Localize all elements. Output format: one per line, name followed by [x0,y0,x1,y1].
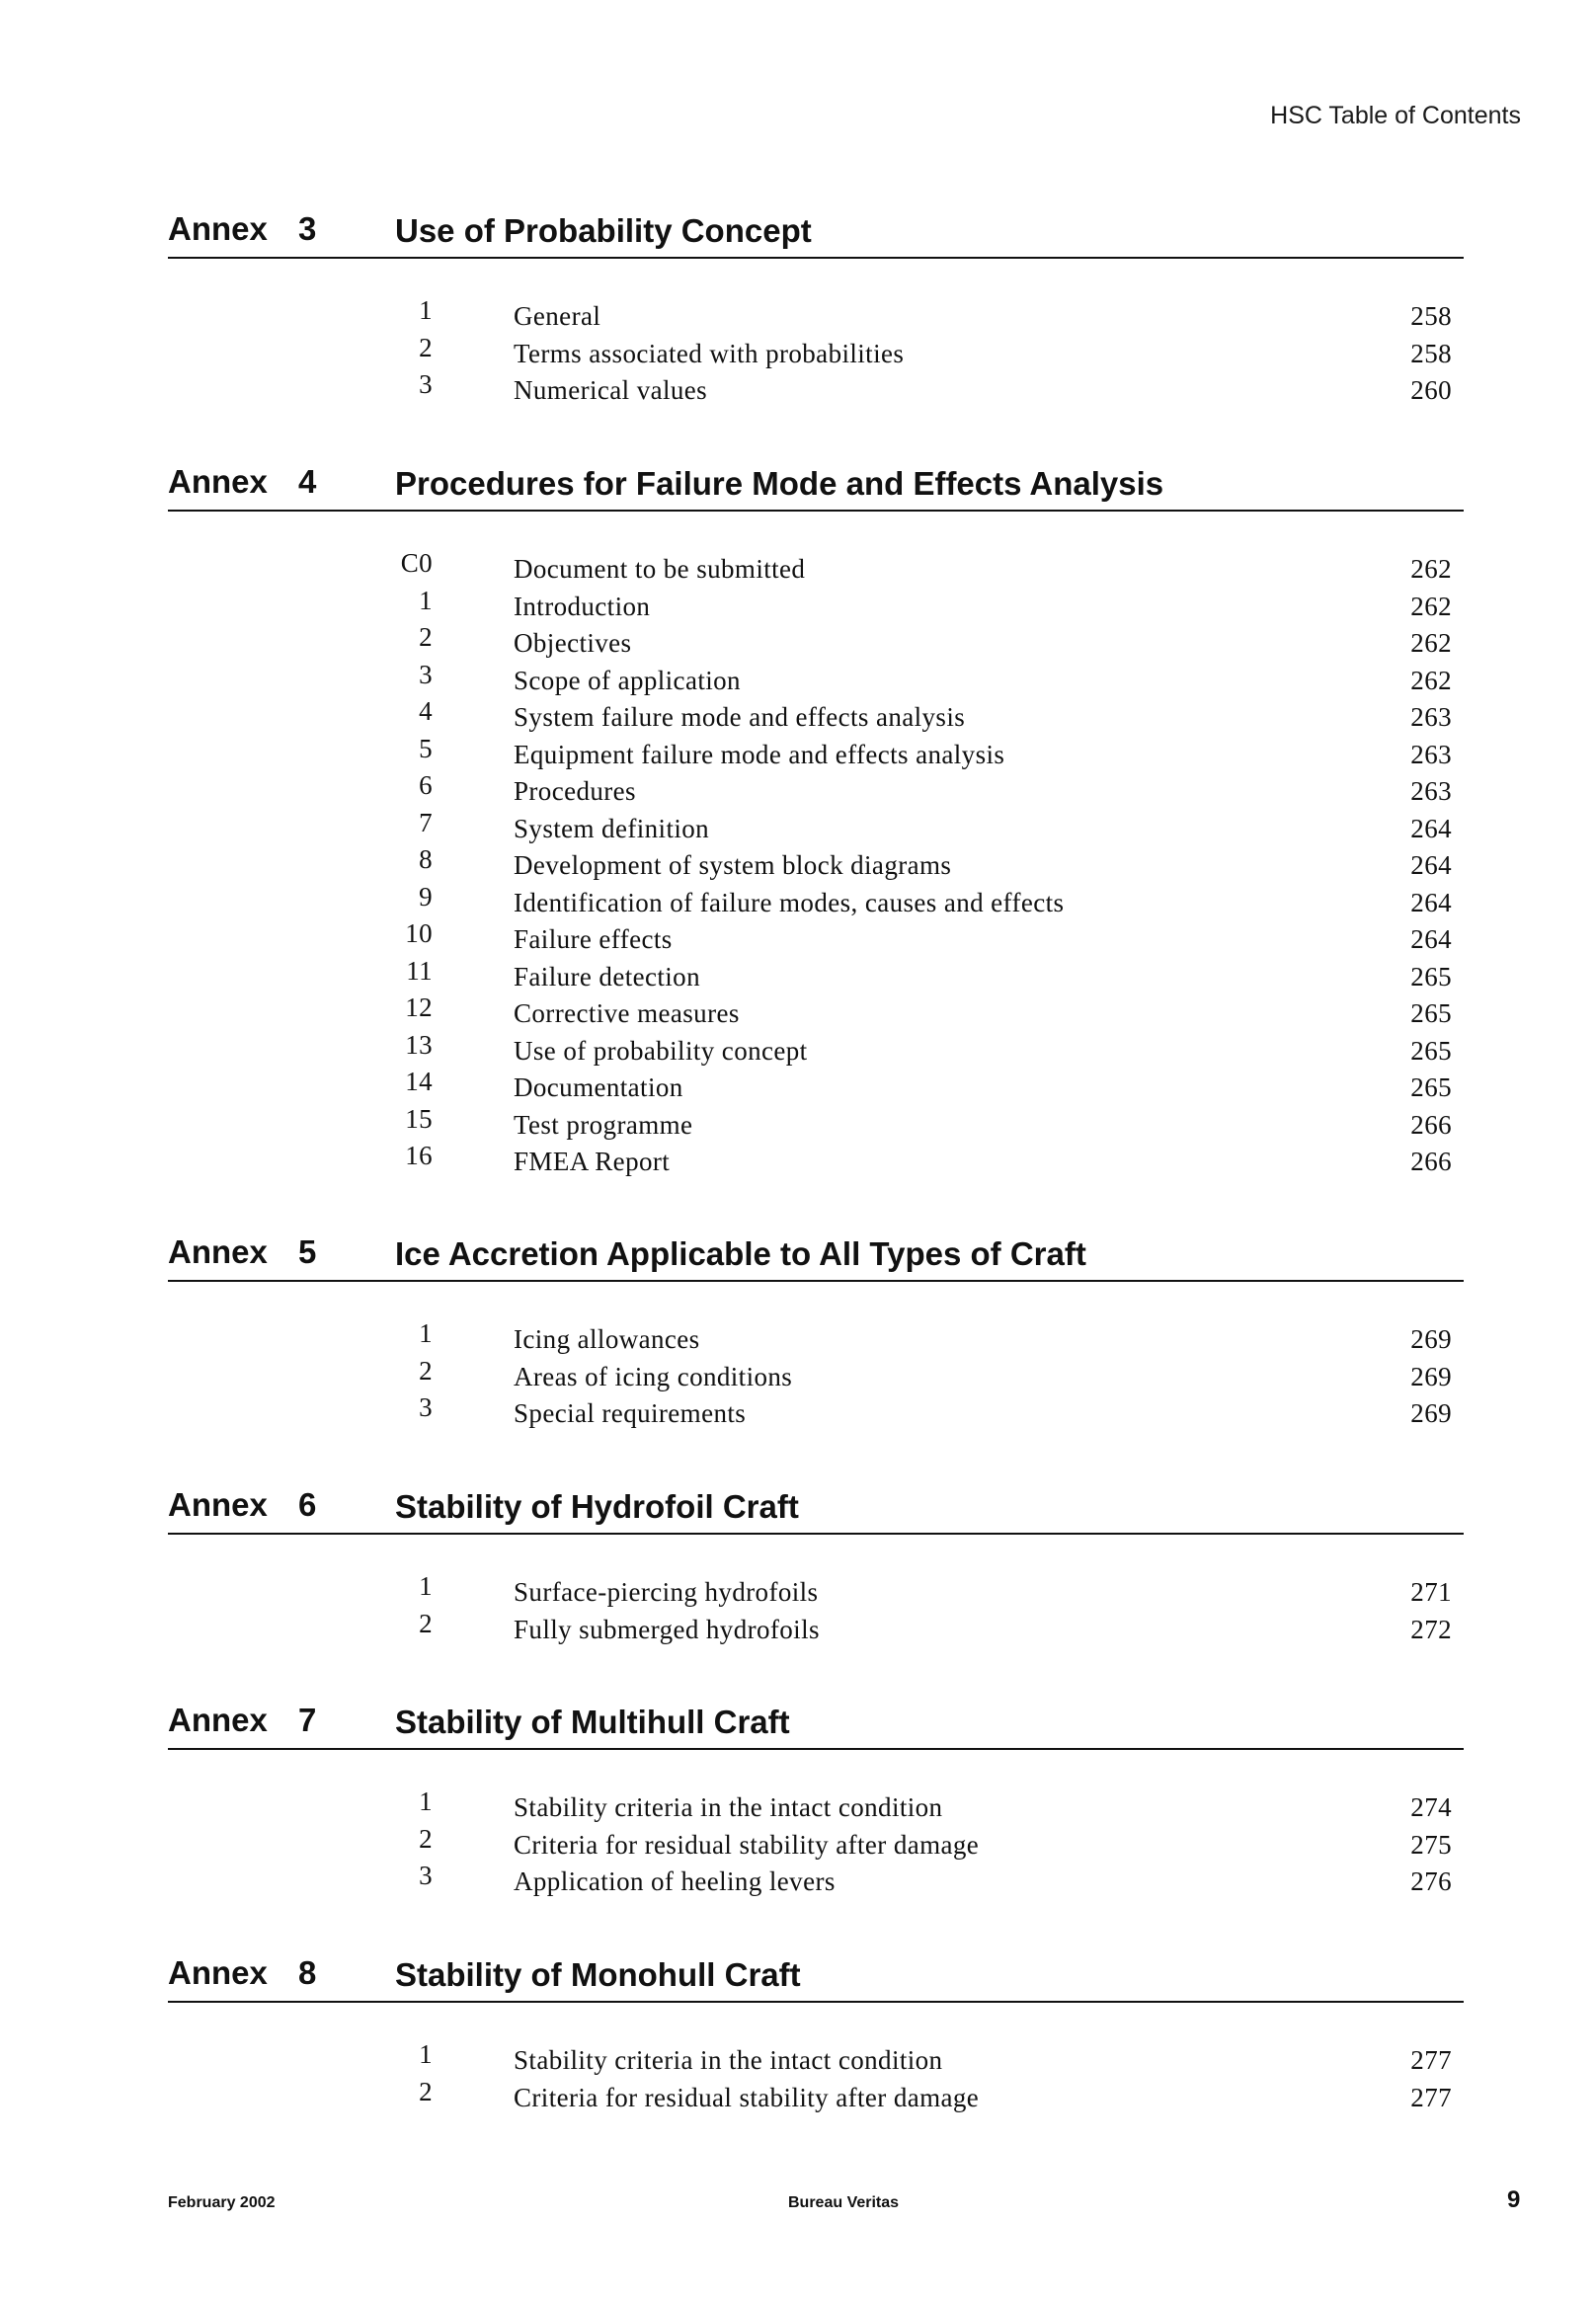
entry-number: C0 [400,548,433,578]
entry-number: 16 [405,1141,433,1170]
entry-number: 14 [405,1067,433,1096]
entry-page-number: 263 [1410,739,1452,769]
entry-page-number: 276 [1410,1866,1452,1896]
toc-entry [168,955,1464,996]
toc-entry [168,1355,1464,1396]
entry-title: Stability criteria in the intact condition [514,2045,943,2075]
annex-heading [168,1485,1464,1535]
toc-entry [168,1786,1464,1827]
entry-title: Failure detection [514,961,700,992]
entry-page-number: 264 [1410,850,1452,880]
entry-title: Criteria for residual stability after damage [514,1829,980,1860]
annex-number: 5 [298,1233,317,1270]
entry-page-number: 266 [1410,1109,1452,1140]
entry-page-number: 266 [1410,1147,1452,1176]
entry-title: Failure effects [514,924,673,954]
entry-number: 1 [419,1786,433,1816]
entry-page-number: 265 [1410,1035,1452,1066]
entry-number: 15 [405,1103,433,1134]
entry-title: FMEA Report [514,1147,671,1176]
annex-label: Annex [168,210,268,247]
toc-entry [168,918,1464,959]
entry-page-number: 263 [1410,776,1452,806]
entry-title: Stability criteria in the intact condition [514,1792,943,1822]
entry-page-number: 264 [1410,813,1452,843]
annex-heading [168,1701,1464,1750]
annex-title: Procedures for Failure Mode and Effects Analysis [395,465,1164,502]
entry-number: 1 [419,585,433,615]
entry-number: 2 [419,1608,433,1638]
entry-title: Surface-piercing hydrofoils [514,1577,819,1607]
entry-number: 3 [419,659,433,689]
entry-title: System failure mode and effects analysis [514,702,966,732]
entry-title: Scope of application [514,665,741,695]
entry-number: 11 [406,955,433,986]
toc-entry [168,1318,1464,1359]
toc-entry [168,1571,1464,1612]
toc-entry [168,585,1464,626]
entry-number: 3 [419,1861,433,1890]
toc-entry [168,659,1464,700]
annex-title: Stability of Hydrofoil Craft [395,1488,799,1525]
annex-section [168,1701,1464,1901]
toc-entry [168,332,1464,373]
toc-entry [168,1029,1464,1071]
entry-page-number: 272 [1410,1614,1452,1644]
annex-heading [168,1232,1464,1282]
entry-title: Use of probability concept [514,1035,808,1066]
annex-label: Annex [168,1486,268,1523]
toc-entry [168,1067,1464,1107]
entry-title: Introduction [514,591,651,621]
entry-page-number: 277 [1410,2045,1452,2075]
annex-number: 4 [298,463,317,500]
annex-section [168,209,1464,410]
entry-page-number: 265 [1410,961,1452,992]
entry-page-number: 277 [1410,2082,1452,2112]
entry-title: Special requirements [514,1398,747,1428]
entry-number: 2 [419,1823,433,1854]
entry-title: System definition [514,813,710,843]
annex-title: Ice Accretion Applicable to All Types of Craft [395,1235,1086,1272]
entry-title: Corrective measures [514,998,740,1028]
entry-page-number: 264 [1410,924,1452,954]
entry-title: Documentation [514,1072,683,1102]
entry-list [168,1786,1464,1901]
entry-number: 2 [419,1355,433,1386]
entry-list [168,1318,1464,1433]
entry-page-number: 262 [1410,554,1452,584]
entry-title: Criteria for residual stability after damage [514,2082,980,2112]
entry-page-number: 269 [1410,1324,1452,1354]
annex-section [168,462,1464,1181]
entry-number: 1 [419,1571,433,1601]
entry-title: Development of system block diagrams [514,850,952,880]
toc-entry [168,1141,1464,1181]
toc-entry [168,369,1464,410]
entry-page-number: 264 [1410,887,1452,917]
toc-entry [168,733,1464,774]
annex-title: Stability of Monohull Craft [395,1956,801,1993]
annex-label: Annex [168,1702,268,1738]
entry-title: Procedures [514,776,636,806]
running-header: HSC Table of Contents [1270,102,1521,129]
toc-entry [168,548,1464,589]
toc-entry [168,1392,1464,1433]
toc-entry [168,1103,1464,1145]
entry-page-number: 265 [1410,998,1452,1028]
toc-entry [168,807,1464,848]
toc-entry [168,2076,1464,2117]
entry-number: 1 [419,1318,433,1348]
entry-number: 3 [419,1392,433,1422]
entry-number: 6 [419,770,433,800]
annex-number: 3 [298,210,317,247]
annex-section [168,1953,1464,2116]
entry-title: Test programme [514,1109,693,1140]
toc-entry [168,1861,1464,1901]
entry-list [168,2039,1464,2116]
entry-title: Equipment failure mode and effects analysis [514,739,1005,769]
annex-heading [168,462,1464,512]
entry-number: 8 [419,844,433,874]
annex-section [168,1232,1464,1433]
entry-page-number: 260 [1410,375,1452,405]
entry-number: 2 [419,332,433,362]
toc-entry [168,696,1464,737]
entry-page-number: 274 [1410,1792,1452,1822]
entry-page-number: 262 [1410,628,1452,658]
entry-number: 4 [419,696,433,726]
toc-entry [168,2039,1464,2080]
annex-section [168,1485,1464,1648]
entry-page-number: 269 [1410,1398,1452,1428]
entry-title: Application of heeling levers [514,1866,836,1896]
annex-number: 8 [298,1954,317,1991]
entry-title: General [514,301,601,331]
entry-title: Areas of icing conditions [514,1361,793,1391]
entry-page-number: 262 [1410,591,1452,621]
entry-number: 1 [419,2039,433,2069]
entry-number: 1 [419,295,433,325]
entry-number: 12 [405,992,433,1022]
toc-entry [168,770,1464,811]
entry-number: 3 [419,369,433,399]
entry-page-number: 265 [1410,1072,1452,1102]
entry-number: 13 [405,1029,433,1060]
toc-entry [168,844,1464,885]
annex-label: Annex [168,1954,268,1991]
annex-label: Annex [168,1233,268,1270]
entry-number: 5 [419,733,433,763]
entry-page-number: 275 [1410,1829,1452,1860]
entry-title: Document to be submitted [514,554,806,584]
entry-number: 10 [405,918,433,948]
entry-title: Objectives [514,628,632,658]
entry-list [168,295,1464,410]
toc-entry [168,1608,1464,1649]
entry-title: Icing allowances [514,1324,700,1354]
entry-page-number: 263 [1410,702,1452,732]
entry-title: Terms associated with probabilities [514,338,905,368]
toc-entry [168,992,1464,1033]
annex-heading [168,209,1464,259]
entry-list [168,548,1464,1181]
entry-page-number: 271 [1410,1577,1452,1607]
footer-publisher: Bureau Veritas [788,2194,900,2211]
annex-number: 6 [298,1486,317,1523]
annex-title: Use of Probability Concept [395,212,812,249]
entry-list [168,1571,1464,1648]
entry-number: 9 [419,881,433,912]
toc-entry [168,622,1464,663]
footer-page-number: 9 [1507,2186,1521,2213]
annex-number: 7 [298,1702,317,1738]
entry-page-number: 258 [1410,338,1452,368]
entry-page-number: 269 [1410,1361,1452,1391]
toc-entry [168,881,1464,922]
toc-entry [168,295,1464,336]
toc-entry [168,1823,1464,1865]
entry-number: 2 [419,2076,433,2106]
annex-title: Stability of Multihull Craft [395,1704,790,1740]
footer-date: February 2002 [168,2194,276,2211]
annex-heading [168,1953,1464,2003]
entry-title: Numerical values [514,375,708,405]
entry-number: 7 [419,807,433,837]
entry-title: Identification of failure modes, causes and effects [514,887,1065,917]
annex-label: Annex [168,463,268,500]
entry-number: 2 [419,622,433,652]
entry-title: Fully submerged hydrofoils [514,1614,820,1644]
entry-page-number: 262 [1410,665,1452,695]
entry-page-number: 258 [1410,301,1452,331]
